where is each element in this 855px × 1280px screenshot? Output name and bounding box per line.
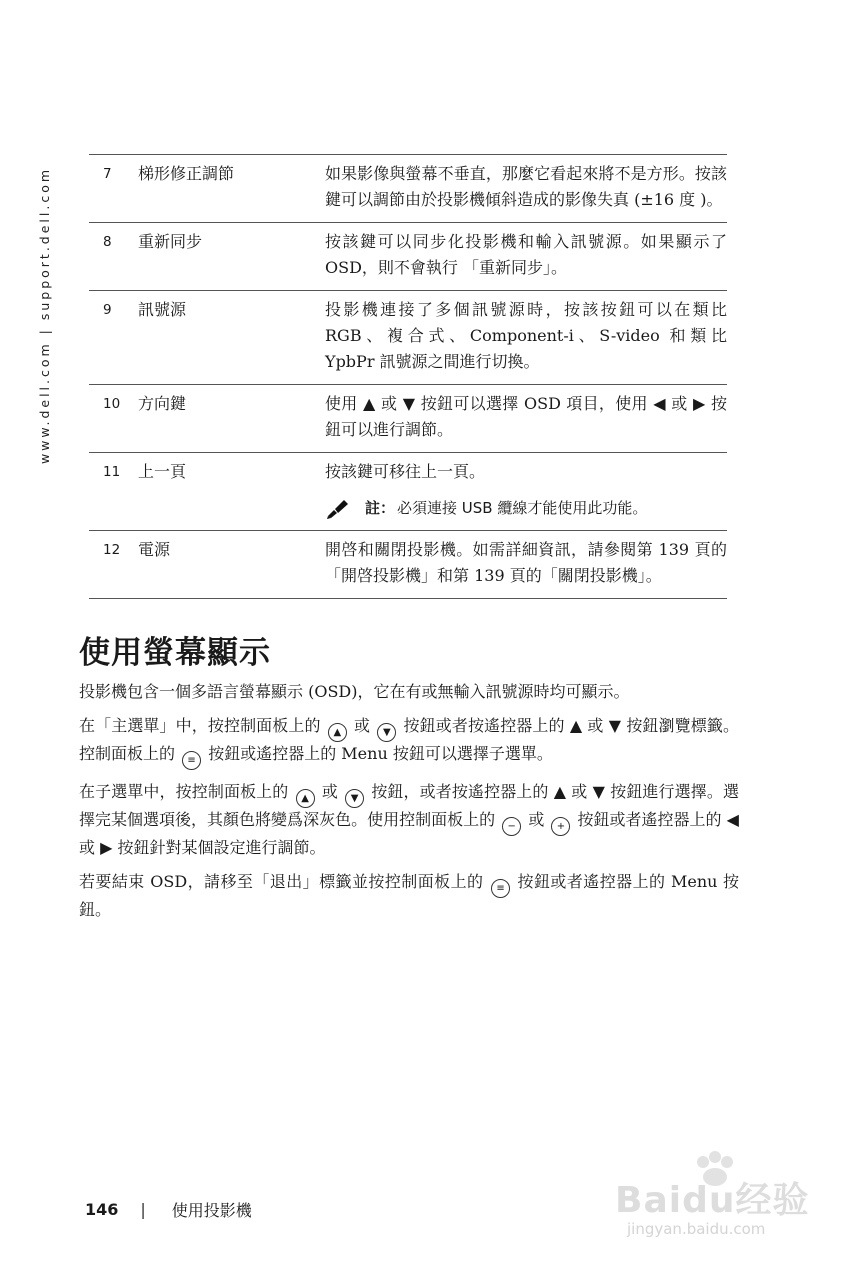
- p3-text-d: 或: [528, 810, 545, 829]
- row-description: 使用 ▲ 或 ▼ 按鈕可以選擇 OSD 項目，使用 ◀ 或 ▶ 按鈕可以進行調節。: [325, 394, 727, 439]
- row-description-text: 按該鍵可移往上一頁。: [325, 462, 486, 481]
- footer-separator: |: [140, 1200, 146, 1219]
- up-button-icon: ▲: [328, 723, 347, 742]
- row-description: [325, 453, 727, 531]
- table-row: [89, 453, 727, 531]
- p2-text-b: 或: [354, 716, 371, 735]
- p4-text-b: 按鈕或者遙控器上的 Menu 按鈕。: [79, 872, 739, 919]
- table-row: [89, 291, 727, 385]
- row-name: 梯形修正調節: [138, 164, 235, 183]
- note-label: 註：: [365, 499, 396, 517]
- side-url-text: www.dell.com | support.dell.com: [37, 166, 53, 464]
- table-row: [89, 385, 727, 453]
- plus-button-icon: +: [551, 817, 570, 836]
- p4-text-a: 若要結束 OSD，請移至「退出」標籤並按控制面板上的: [79, 872, 484, 891]
- row-number: 12: [103, 542, 121, 558]
- down-button-icon: ▼: [345, 789, 364, 808]
- row-name: 方向鍵: [138, 394, 187, 413]
- p3-text-c: 按鈕，或者按遙控器上的 ▲ 或 ▼ 按鈕進行選擇。選擇完某個選項後，其顏色將變爲深灰色。使用控制面板上的: [79, 782, 739, 829]
- watermark-logo: Baidu经验: [615, 1180, 810, 1221]
- row-number: 7: [103, 166, 112, 182]
- table-row: [89, 223, 727, 291]
- page-number: 146: [85, 1200, 119, 1219]
- button-table: [89, 154, 727, 599]
- section-title: 使用螢幕顯示: [79, 635, 271, 671]
- up-button-icon: ▲: [296, 789, 315, 808]
- usb-note: [325, 495, 727, 521]
- chapter-title: 使用投影機: [171, 1201, 252, 1220]
- watermark: [605, 1150, 820, 1245]
- row-number: 9: [103, 302, 112, 318]
- table-row: [89, 155, 727, 223]
- p3-text-e: 按鈕或者遙控器上的 ◀ 或 ▶ 按鈕針對某個設定進行調節。: [79, 810, 739, 857]
- p3-text-b: 或: [321, 782, 338, 801]
- paragraph-2: [79, 714, 739, 770]
- row-name: 上一頁: [138, 462, 187, 481]
- minus-button-icon: −: [502, 817, 521, 836]
- row-number: 10: [103, 396, 121, 412]
- menu-button-icon: ≡: [491, 879, 510, 898]
- menu-button-icon: ≡: [182, 751, 201, 770]
- paragraph-3: [79, 780, 739, 860]
- row-description: 開啓和關閉投影機。如需詳細資訊，請參閱第 139 頁的 「開啓投影機」和第 139 頁的「關閉投影機」。: [325, 540, 727, 585]
- note-text: 必須連接 USB 纜線才能使用此功能。: [397, 499, 648, 517]
- watermark-url: jingyan.baidu.com: [627, 1220, 766, 1238]
- row-number: 8: [103, 234, 112, 250]
- section-body: [79, 680, 739, 932]
- row-name: 重新同步: [138, 232, 203, 251]
- row-description: 投影機連接了多個訊號源時，按該按鈕可以在類比 RGB、複合式、Component-i、S-video 和類比 YpbPr 訊號源之間進行切換。: [325, 300, 727, 371]
- table-row: [89, 531, 727, 599]
- row-description: 按該鍵可以同步化投影機和輸入訊號源。如果顯示了 OSD，則不會執行 「重新同步」。: [325, 232, 727, 277]
- p2-text-a: 在「主選單」中，按控制面板上的: [79, 716, 321, 735]
- page-footer: [85, 1198, 252, 1221]
- paragraph-4: [79, 870, 739, 922]
- note-pencil-icon: [325, 497, 351, 519]
- paragraph-1: 投影機包含一個多語言螢幕顯示 (OSD)，它在有或無輸入訊號源時均可顯示。: [79, 682, 630, 701]
- side-margin-url: [30, 155, 60, 475]
- down-button-icon: ▼: [377, 723, 396, 742]
- row-name: 電源: [138, 540, 171, 559]
- row-number: 11: [103, 464, 121, 480]
- row-name: 訊號源: [138, 300, 187, 319]
- p2-text-d: 按鈕或遙控器上的 Menu 按鈕可以選擇子選單。: [208, 744, 553, 763]
- row-description: 如果影像與螢幕不垂直，那麼它看起來將不是方形。按該鍵可以調節由於投影機傾斜造成的影像失真 (±16 度 )。: [325, 164, 727, 209]
- p2-text-c: 按鈕或者按遙控器上的 ▲ 或 ▼ 按鈕瀏覽標籤。控制面板上的: [79, 716, 739, 763]
- p3-text-a: 在子選單中，按控制面板上的: [79, 782, 289, 801]
